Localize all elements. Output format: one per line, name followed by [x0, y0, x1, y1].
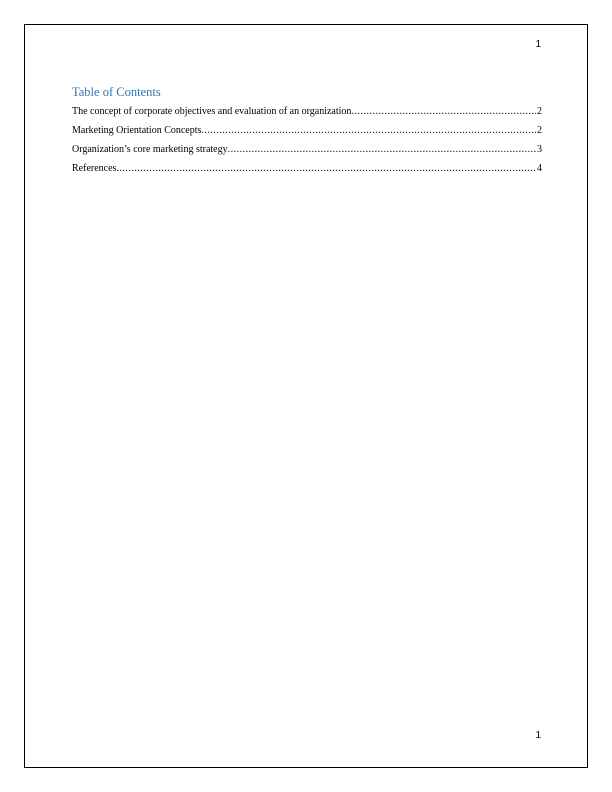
toc-leader-dots	[351, 106, 536, 118]
toc-entry[interactable]	[72, 125, 542, 144]
toc-entry-page: 3	[537, 144, 542, 155]
header-page-number: 1	[535, 39, 541, 50]
toc-leader-dots	[201, 125, 536, 137]
toc-entry[interactable]	[72, 106, 542, 125]
footer-page-number: 1	[535, 730, 541, 741]
toc-entry-page: 4	[537, 163, 542, 174]
toc-entry-title: Organization’s core marketing strategy	[72, 144, 228, 155]
toc-entry-page: 2	[537, 106, 542, 117]
toc-entry-page: 2	[537, 125, 542, 136]
toc-entry-title: References	[72, 163, 117, 174]
toc-leader-dots	[116, 163, 536, 175]
table-of-contents	[72, 84, 542, 182]
toc-entry[interactable]	[72, 144, 542, 163]
toc-entry-title: Marketing Orientation Concepts	[72, 125, 202, 136]
toc-entry-title: The concept of corporate objectives and evaluation of an organization	[72, 106, 352, 117]
toc-entry[interactable]	[72, 163, 542, 182]
document-page	[24, 24, 588, 768]
toc-heading: Table of Contents	[72, 85, 161, 99]
toc-leader-dots	[228, 144, 536, 156]
